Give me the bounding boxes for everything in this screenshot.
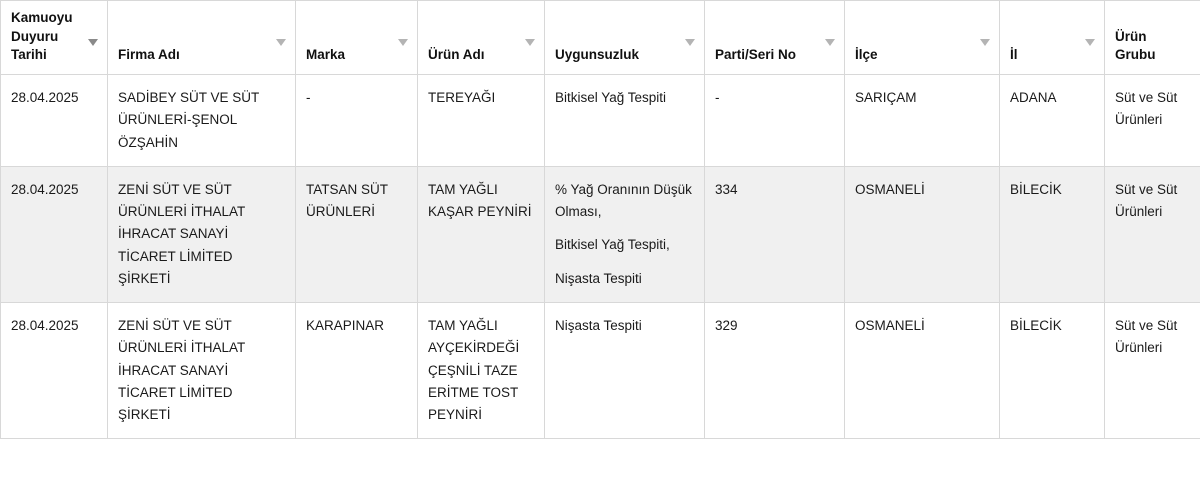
uygunsuzluk-line: % Yağ Oranının Düşük Olması, — [555, 181, 692, 220]
cell-uygunsuzluk — [545, 75, 705, 167]
cell-ilce: OSMANELİ — [845, 303, 1000, 439]
sort-descending-icon[interactable] — [88, 39, 98, 46]
sort-descending-icon[interactable] — [685, 39, 695, 46]
column-header-urun-adi[interactable] — [418, 1, 545, 75]
cell-ilce: SARIÇAM — [845, 75, 1000, 167]
uygunsuzluk-line: Nişasta Tespiti — [555, 318, 642, 334]
column-header-label: İl — [1010, 46, 1018, 62]
sort-descending-icon[interactable] — [398, 39, 408, 46]
uygunsuzluk-line: Nişasta Tespiti — [555, 270, 642, 286]
cell-ilce: OSMANELİ — [845, 166, 1000, 302]
uygunsuzluk-line: Bitkisel Yağ Tespiti, — [555, 237, 670, 253]
spacer — [555, 223, 694, 234]
cell-uygunsuzluk — [545, 166, 705, 302]
cell-marka: TATSAN SÜT ÜRÜNLERİ — [296, 166, 418, 302]
sort-descending-icon[interactable] — [1085, 39, 1095, 46]
cell-firma: ZENİ SÜT VE SÜT ÜRÜNLERİ İTHALAT İHRACAT SANAYİ TİCARET LİMİTED ŞİRKETİ — [108, 166, 296, 302]
column-header-label: Parti/Seri No — [715, 46, 797, 62]
column-header-label: Ürün Grubu — [1115, 28, 1156, 62]
column-header-label: Firma Adı — [118, 46, 180, 62]
sort-descending-icon[interactable] — [525, 39, 535, 46]
cell-tarih: 28.04.2025 — [1, 303, 108, 439]
column-header-parti-seri-no[interactable] — [705, 1, 845, 75]
column-header-urun-grubu — [1105, 1, 1200, 75]
column-header-kamuoyu-duyuru-tarihi[interactable] — [1, 1, 108, 75]
column-header-label: Uygunsuzluk — [555, 46, 640, 62]
cell-firma: SADİBEY SÜT VE SÜT ÜRÜNLERİ-ŞENOL ÖZŞAHİN — [108, 75, 296, 167]
cell-parti: - — [705, 75, 845, 167]
cell-marka: KARAPINAR — [296, 303, 418, 439]
cell-urun: TEREYAĞI — [418, 75, 545, 167]
cell-parti: 334 — [705, 166, 845, 302]
cell-il: BİLECİK — [1000, 303, 1105, 439]
cell-il: ADANA — [1000, 75, 1105, 167]
spacer — [555, 257, 694, 268]
cell-uygunsuzluk — [545, 303, 705, 439]
column-header-label: İlçe — [855, 46, 878, 62]
sort-descending-icon[interactable] — [980, 39, 990, 46]
cell-urun: TAM YAĞLI KAŞAR PEYNİRİ — [418, 166, 545, 302]
table-header — [1, 1, 1200, 75]
table-body — [1, 75, 1200, 439]
table-row — [1, 166, 1200, 302]
cell-grup: Süt ve Süt Ürünleri — [1105, 303, 1200, 439]
cell-tarih: 28.04.2025 — [1, 166, 108, 302]
cell-il: BİLECİK — [1000, 166, 1105, 302]
cell-tarih: 28.04.2025 — [1, 75, 108, 167]
table-row — [1, 75, 1200, 167]
column-header-ilce[interactable] — [845, 1, 1000, 75]
cell-marka: - — [296, 75, 418, 167]
column-header-firma-adi[interactable] — [108, 1, 296, 75]
column-header-label: Marka — [306, 46, 346, 62]
column-header-label: Kamuoyu Duyuru Tarihi — [11, 10, 73, 62]
column-header-uygunsuzluk[interactable] — [545, 1, 705, 75]
cell-grup: Süt ve Süt Ürünleri — [1105, 75, 1200, 167]
sort-descending-icon[interactable] — [825, 39, 835, 46]
sort-descending-icon[interactable] — [276, 39, 286, 46]
column-header-il[interactable] — [1000, 1, 1105, 75]
column-header-marka[interactable] — [296, 1, 418, 75]
cell-firma: ZENİ SÜT VE SÜT ÜRÜNLERİ İTHALAT İHRACAT SANAYİ TİCARET LİMİTED ŞİRKETİ — [108, 303, 296, 439]
table-header-row — [1, 1, 1200, 75]
cell-urun: TAM YAĞLI AYÇEKİRDEĞİ ÇEŞNİLİ TAZE ERİTME TOST PEYNİRİ — [418, 303, 545, 439]
uygunsuzluk-line: Bitkisel Yağ Tespiti — [555, 90, 667, 105]
cell-grup: Süt ve Süt Ürünleri — [1105, 166, 1200, 302]
cell-parti: 329 — [705, 303, 845, 439]
column-header-label: Ürün Adı — [428, 46, 485, 62]
table-row — [1, 303, 1200, 439]
